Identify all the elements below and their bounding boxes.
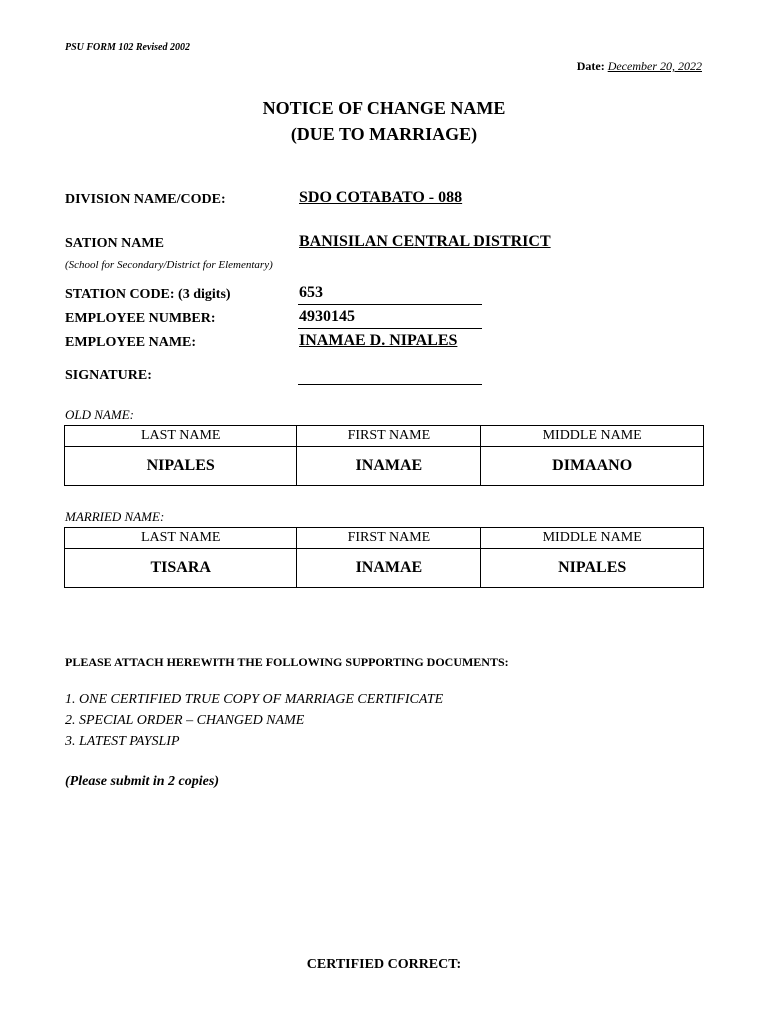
married-last-name-header: LAST NAME xyxy=(65,528,297,549)
old-last-name: NIPALES xyxy=(65,447,297,486)
employee-name-label: EMPLOYEE NAME: xyxy=(65,335,197,350)
division-value: SDO COTABATO - 088 xyxy=(299,189,463,206)
married-name-table xyxy=(64,527,704,588)
old-middle-name: DIMAANO xyxy=(481,447,704,486)
list-item: 2. SPECIAL ORDER – CHANGED NAME xyxy=(65,713,305,728)
division-label: DIVISION NAME/CODE: xyxy=(65,192,226,207)
old-first-name: INAMAE xyxy=(297,447,481,486)
page-subtitle: (DUE TO MARRIAGE) xyxy=(290,124,478,144)
station-code-underline xyxy=(298,304,482,305)
list-item: 1. ONE CERTIFIED TRUE COPY OF MARRIAGE CERTIFICATE xyxy=(65,692,444,707)
station-name-note: (School for Secondary/District for Elementary) xyxy=(65,259,273,271)
table-header-row xyxy=(65,528,704,549)
old-middle-name-header: MIDDLE NAME xyxy=(481,426,704,447)
employee-number-underline xyxy=(298,328,482,329)
page-title: NOTICE OF CHANGE NAME xyxy=(262,98,506,118)
married-middle-name: NIPALES xyxy=(481,549,704,588)
attachments-heading: PLEASE ATTACH HEREWITH THE FOLLOWING SUPPORTING DOCUMENTS: xyxy=(65,655,509,669)
station-code-label: STATION CODE: (3 digits) xyxy=(65,287,231,302)
date-label: Date: xyxy=(576,59,605,73)
date-value: December 20, 2022 xyxy=(607,59,702,73)
table-row xyxy=(65,549,704,588)
employee-number-label: EMPLOYEE NUMBER: xyxy=(65,311,216,326)
list-item: 3. LATEST PAYSLIP xyxy=(65,734,180,749)
old-name-table xyxy=(64,425,704,486)
signature-line xyxy=(298,384,482,385)
married-middle-name-header: MIDDLE NAME xyxy=(481,528,704,549)
employee-number-value: 4930145 xyxy=(299,308,355,325)
certified-correct: CERTIFIED CORRECT: xyxy=(306,957,462,972)
station-code-value: 653 xyxy=(299,284,323,301)
copies-note: (Please submit in 2 copies) xyxy=(65,774,219,789)
married-first-name-header: FIRST NAME xyxy=(297,528,481,549)
signature-label: SIGNATURE: xyxy=(65,368,152,383)
date xyxy=(577,59,702,74)
old-first-name-header: FIRST NAME xyxy=(297,426,481,447)
table-row xyxy=(65,447,704,486)
form-id: PSU FORM 102 Revised 2002 xyxy=(65,42,190,53)
station-name-value: BANISILAN CENTRAL DISTRICT xyxy=(299,233,551,250)
old-last-name-header: LAST NAME xyxy=(65,426,297,447)
old-name-label: OLD NAME: xyxy=(65,407,134,422)
table-header-row xyxy=(65,426,704,447)
station-name-label: SATION NAME xyxy=(65,236,164,251)
married-name-label: MARRIED NAME: xyxy=(65,509,165,524)
employee-name-value: INAMAE D. NIPALES xyxy=(299,332,458,349)
married-first-name: INAMAE xyxy=(297,549,481,588)
married-last-name: TISARA xyxy=(65,549,297,588)
